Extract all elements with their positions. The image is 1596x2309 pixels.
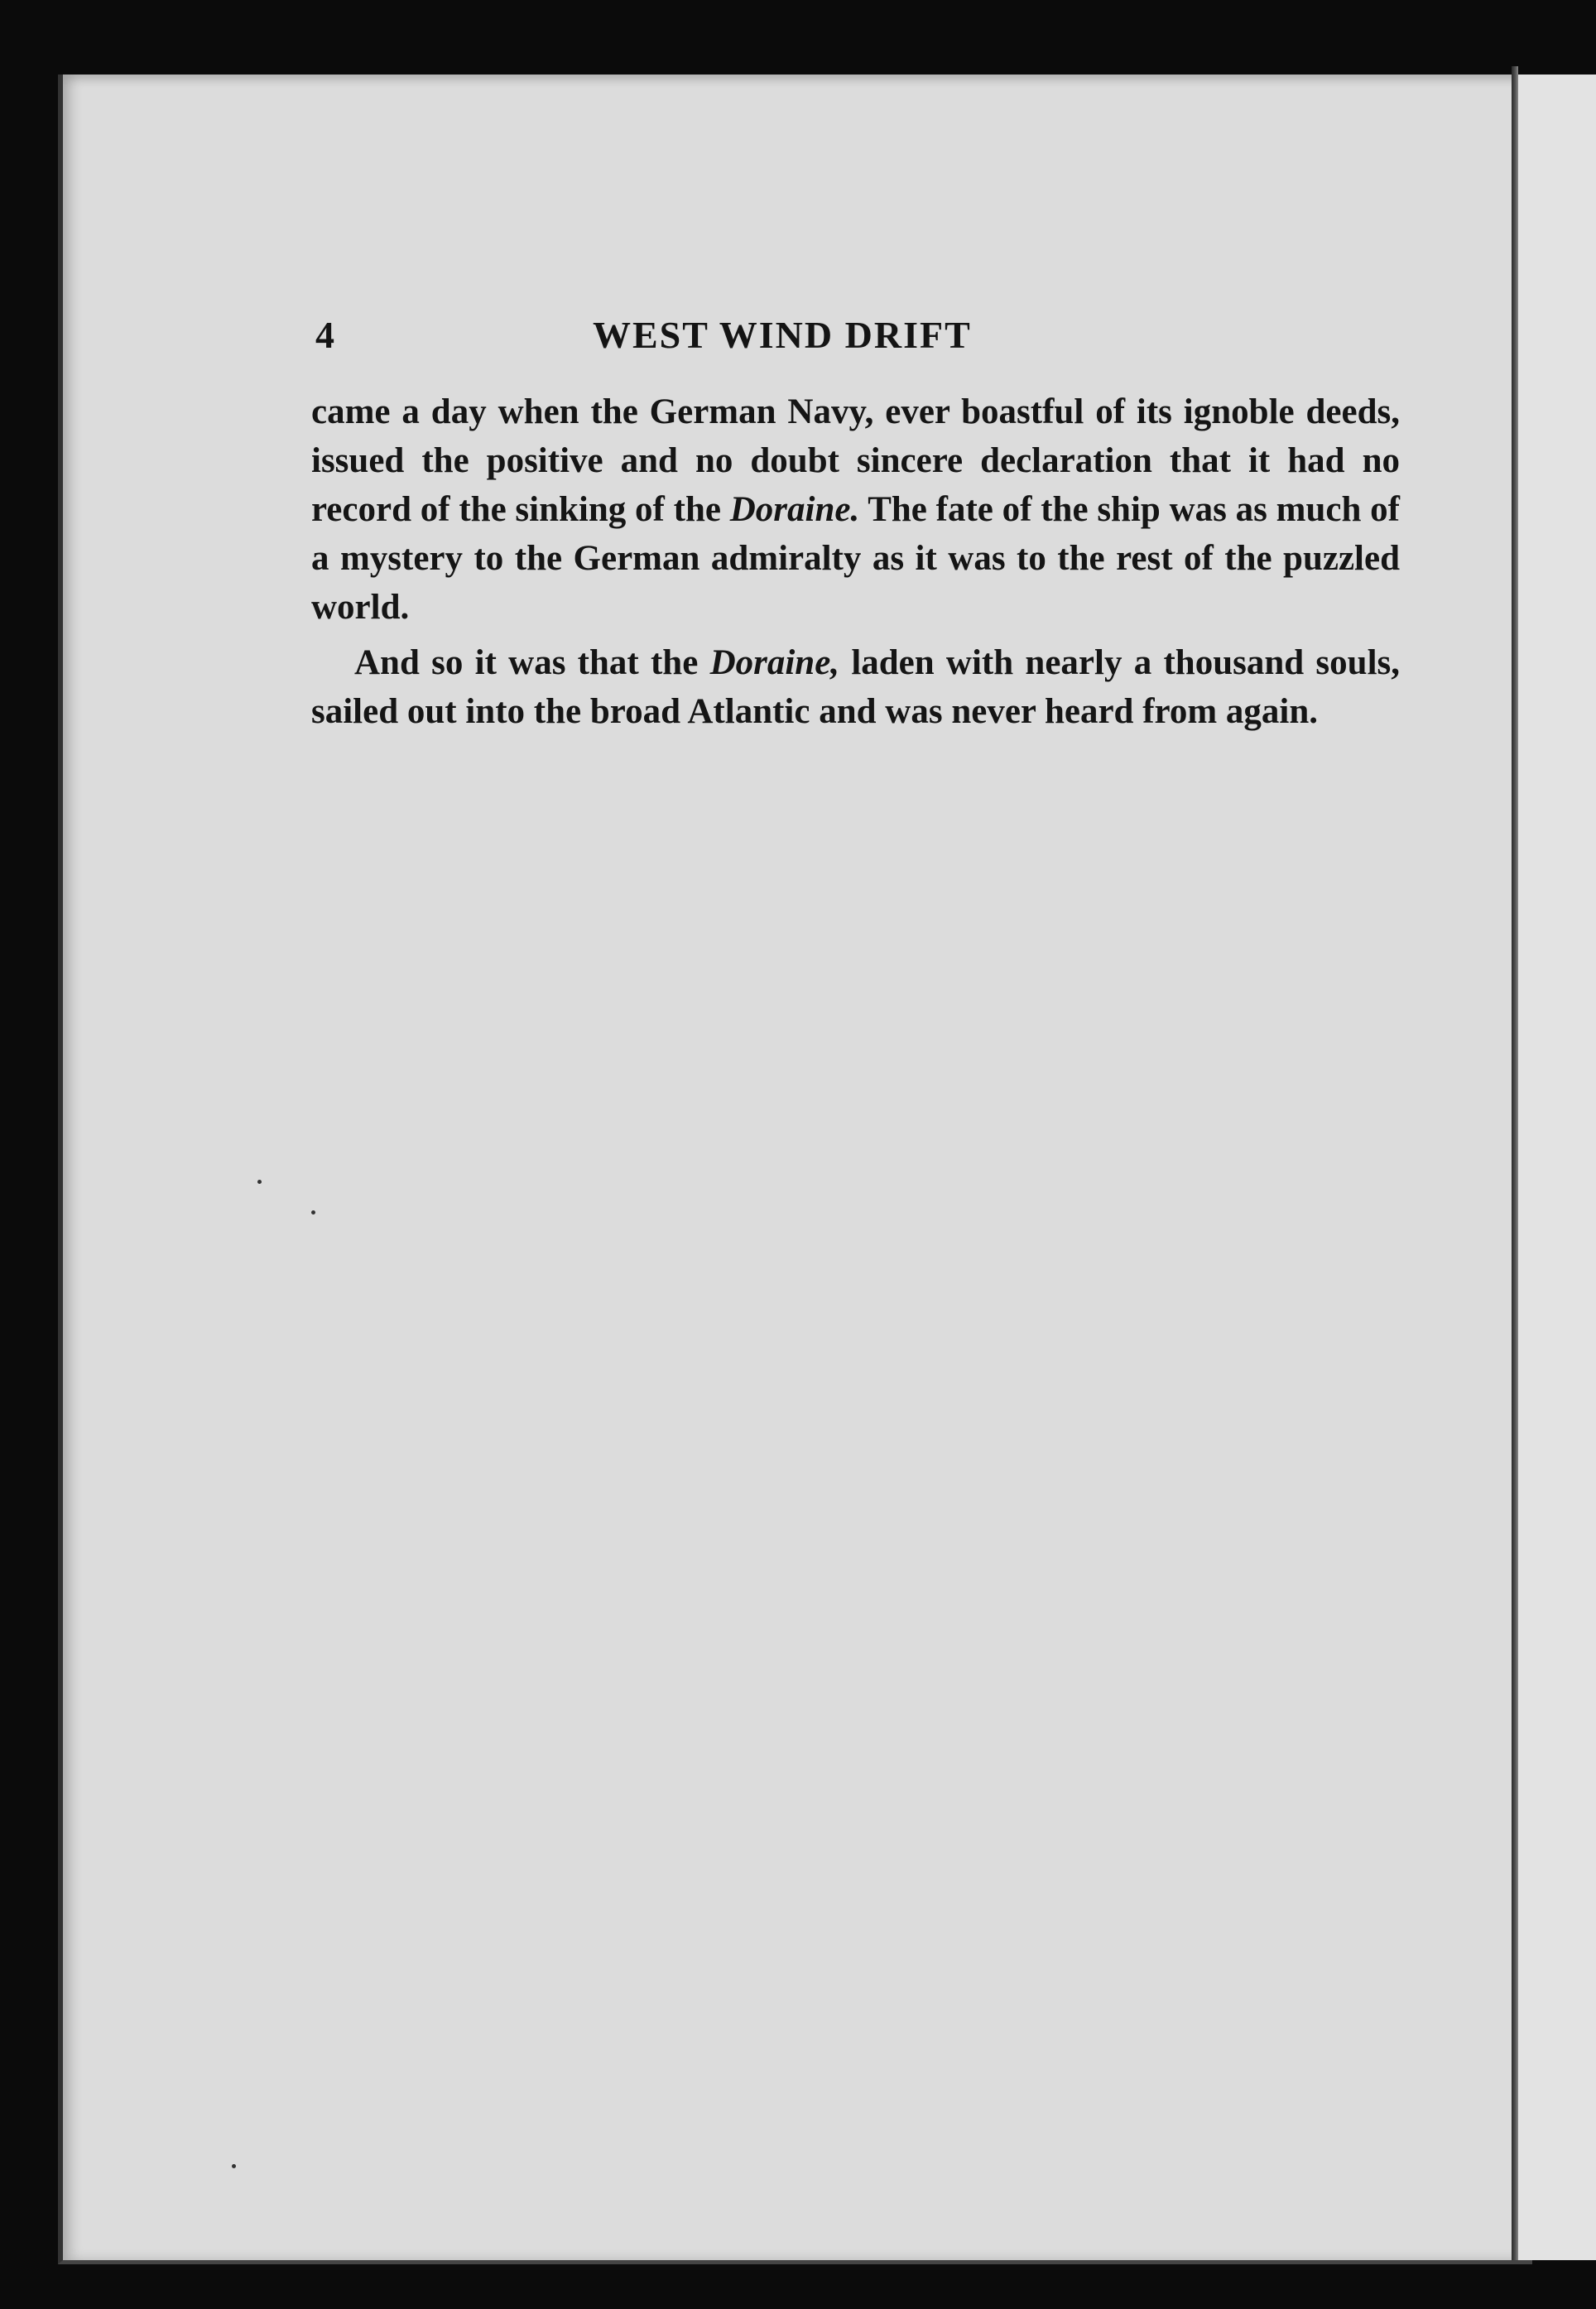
paragraph-1 [311,387,1400,632]
paragraph-2-text-b: laden with nearly a thousand souls, sailed out into the broad Atlantic and was never heard from again. [311,643,1401,731]
page-gutter-edge [1512,66,1518,2260]
paragraph-2-text-a: And so it was that the [354,643,710,682]
book-page [58,75,1532,2264]
ship-name-italic: Doraine, [709,643,840,682]
page-header [63,313,1532,363]
paragraph-1-text-a: came a day when the German Navy, ever boastful of its ignoble deeds, issued the positive and no doubt sincere declaration that it had no record of the sinking of the [311,392,1400,529]
dust-speck [232,2164,236,2168]
paragraph-1-text-b: The fate of the ship was as much of a mystery to the German admiralty as it was to the rest of the puzzled world. [311,490,1400,627]
ship-name-italic: Doraine. [729,490,860,529]
running-head: WEST WIND DRIFT [593,314,972,356]
body-text [311,387,1400,736]
page-number: 4 [315,314,334,356]
adjacent-page-edge [1518,75,1596,2260]
dust-speck [311,1210,315,1215]
paragraph-2 [311,638,1400,736]
dust-speck [257,1180,262,1184]
